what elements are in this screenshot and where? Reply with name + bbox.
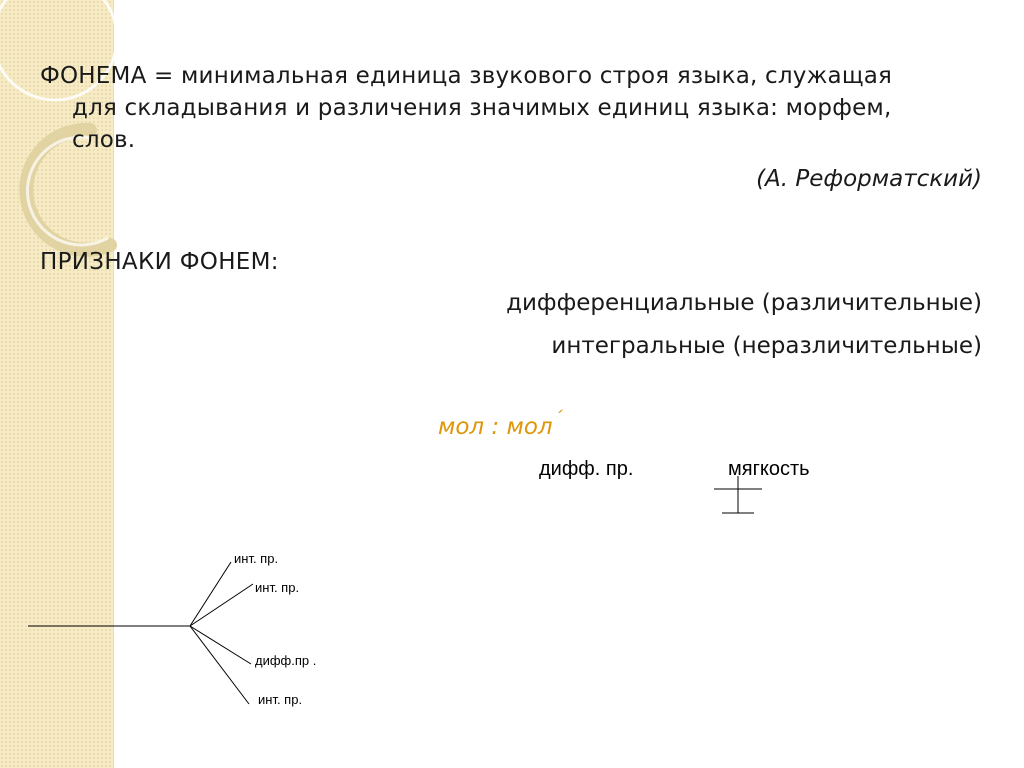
example-text: мол : мол bbox=[438, 414, 553, 440]
author-citation: (А. Реформатский) bbox=[756, 166, 982, 192]
feature-differential: дифференциальные (различительные) bbox=[506, 290, 982, 316]
softness-label: мягкость bbox=[728, 458, 810, 480]
definition-line-3: слов. bbox=[72, 127, 136, 153]
tree-branch-3 bbox=[190, 626, 251, 664]
feature-integral: интегральные (неразличительные) bbox=[551, 333, 982, 359]
branch-label-1: инт. пр. bbox=[234, 551, 279, 566]
tree-branch-4 bbox=[190, 626, 249, 704]
branch-label-2: инт. пр. bbox=[255, 580, 300, 595]
example-pair bbox=[438, 408, 563, 440]
softness-marker-lines bbox=[700, 476, 780, 521]
features-heading: ПРИЗНАКИ ФОНЕМ: bbox=[40, 249, 279, 275]
definition-line-2: для складывания и различения значимых единиц языка: морфем, bbox=[72, 95, 892, 121]
differential-feature-label: дифф. пр. bbox=[539, 458, 634, 480]
features-branch-diagram bbox=[0, 540, 420, 740]
phoneme-definition bbox=[40, 60, 980, 156]
tree-branch-1 bbox=[190, 562, 231, 626]
definition-line-1: ФОНЕМА = минимальная единица звукового строя языка, служащая bbox=[40, 63, 893, 89]
softness-mark: ´ bbox=[553, 408, 563, 429]
branch-label-3: дифф.пр . bbox=[255, 653, 317, 668]
branch-label-4: инт. пр. bbox=[258, 692, 303, 707]
tree-branch-2 bbox=[190, 584, 253, 626]
